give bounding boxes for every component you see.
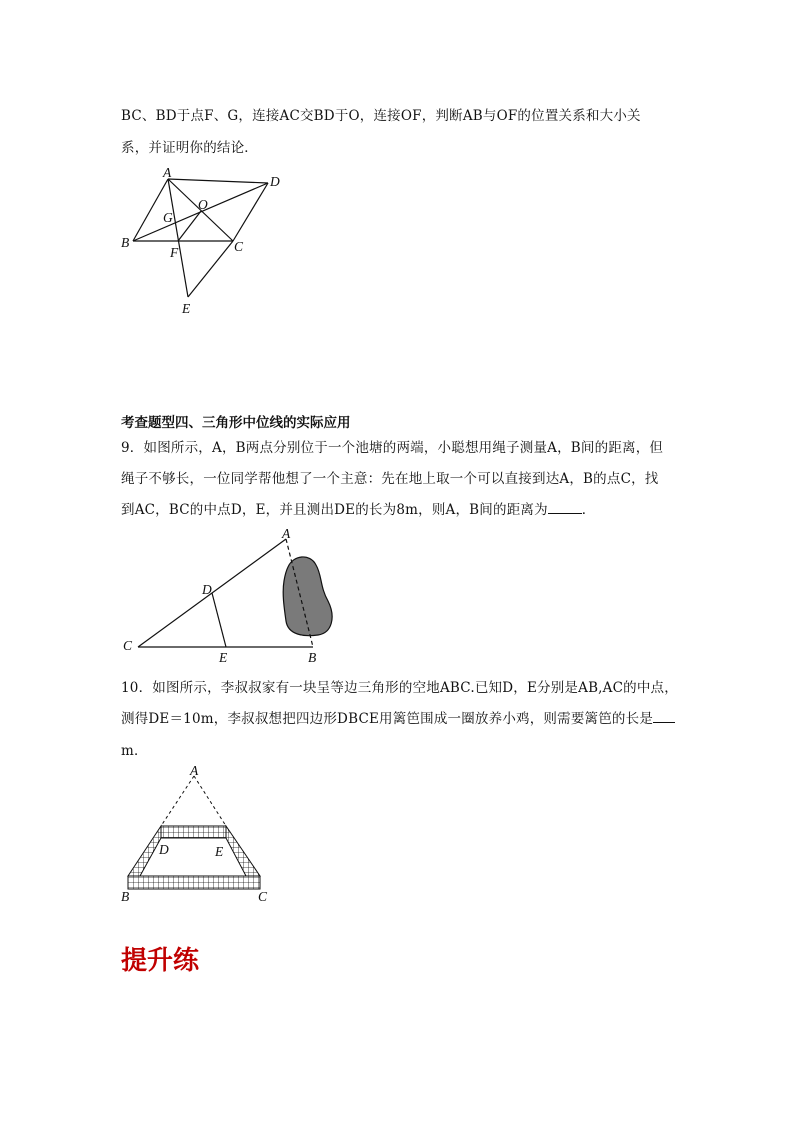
problem10-figure xyxy=(118,762,278,907)
problem10-line2-text: 测得DE＝10m，李叔叔想把四边形DBCE用篱笆围成一圈放养小鸡，则需要篱笆的长是 xyxy=(121,711,654,727)
label-B: B xyxy=(121,889,130,904)
label-E: E xyxy=(215,844,224,859)
label-F: F xyxy=(170,245,179,260)
problem10-line2 xyxy=(121,707,675,727)
problem8-line2: 系，并证明你的结论． xyxy=(121,140,258,156)
problem8-line1: BC、BD于点F、G，连接AC交BD于O，连接OF，判断AB与OF的位置关系和大小关 xyxy=(121,108,641,124)
label-C: C xyxy=(123,638,133,653)
problem10-line3: m． xyxy=(121,743,148,759)
seg-AE xyxy=(168,179,188,297)
seg-AE-dashed xyxy=(194,776,226,826)
answer-blank-9 xyxy=(548,512,582,514)
label-D: D xyxy=(270,174,280,189)
section-heading: 考查题型四、三角形中位线的实际应用 xyxy=(121,415,351,431)
problem10-line1: 10．如图所示，李叔叔家有一块呈等边三角形的空地ABC.已知D，E分别是AB,AC的中点， xyxy=(121,680,678,696)
practice-heading: 提升练 xyxy=(121,946,200,976)
label-A: A xyxy=(282,526,291,541)
seg-AD xyxy=(168,179,268,183)
label-B: B xyxy=(308,650,317,665)
problem9-line2: 绳子不够长，一位同学帮他想了一个主意：先在地上取一个可以直接到达A，B的点C，找 xyxy=(121,471,659,487)
seg-OF xyxy=(178,211,201,241)
problem9-line3 xyxy=(121,498,596,518)
label-A: A xyxy=(190,763,199,778)
label-G: G xyxy=(163,210,173,225)
fence-top xyxy=(161,826,226,838)
label-D: D xyxy=(202,582,212,597)
problem9-line3-text: 到AC，BC的中点D，E，并且测出DE的长为8m，则A，B间的距离为 xyxy=(121,502,548,518)
label-C: C xyxy=(234,239,244,254)
label-B: B xyxy=(121,235,130,250)
label-A: A xyxy=(163,165,172,180)
seg-CE xyxy=(188,241,233,297)
seg-DE xyxy=(212,593,226,647)
fence-left xyxy=(128,826,161,876)
label-D: D xyxy=(159,842,169,857)
answer-blank-10 xyxy=(653,721,675,723)
problem9-figure xyxy=(118,525,348,670)
label-E: E xyxy=(219,650,228,665)
seg-DC xyxy=(233,183,268,241)
problem8-figure xyxy=(118,165,298,320)
label-E: E xyxy=(182,301,191,316)
label-C: C xyxy=(258,889,268,904)
problem9-line3-end: ． xyxy=(581,502,596,518)
fence-bottom xyxy=(128,876,260,889)
seg-AD-dashed xyxy=(161,776,194,826)
fence-right xyxy=(226,826,260,876)
label-O: O xyxy=(198,197,208,212)
problem9-line1: 9．如图所示，A，B两点分别位于一个池塘的两端，小聪想用绳子测量A，B间的距离，但 xyxy=(121,440,664,456)
